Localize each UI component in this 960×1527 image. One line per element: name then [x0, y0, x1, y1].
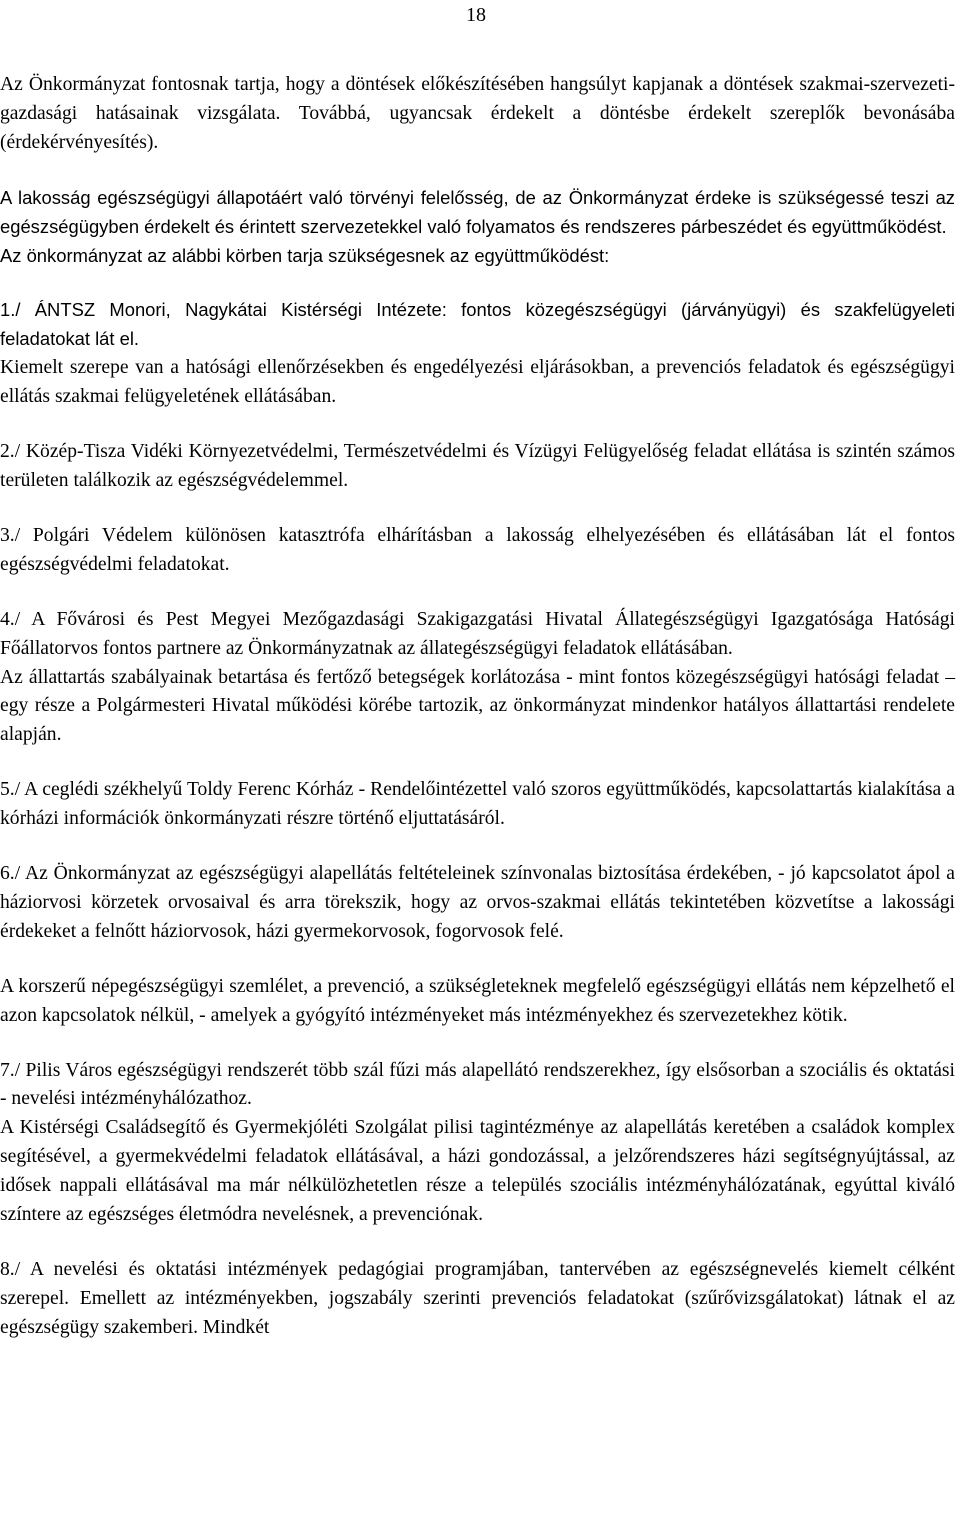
paragraph-responsibility: A lakosság egészségügyi állapotáért való törvényi felelősség, de az Önkormányzat érdeke is szükségessé teszi az egészségügyben érdekelt és érintett szervezetekkel való folyamatos és rendszeres párbeszédet és együttműködést.: [0, 186, 955, 237]
paragraph-item-5: 5./ A ceglédi székhelyű Toldy Ferenc Kórház - Rendelőintézettel való szoros együttműködés, kapcsolattartás kialakítása a kórházi információk önkormányzati részre történő eljuttatásáról.: [0, 779, 955, 830]
paragraph-item-6: 6./ Az Önkormányzat az egészségügyi alapellátás feltételeinek színvonalas biztosítása érdekében, - jó kapcsolatot ápol a háziorvosi körzetek orvosaival és arra törekszik, hogy az orvos-szakmai ellátás tekintetében közvetítse a lakossági érdekeket a felnőtt háziorvosok, házi gyermekorvosok, fogorvosok felé.: [0, 863, 955, 942]
paragraph-item-2: 2./ Közép-Tisza Vidéki Környezetvédelmi, Természetvédelmi és Vízügyi Felügyelőség feladat ellátása is szintén számos területen találkozik az egészségvédelemmel.: [0, 441, 955, 491]
paragraph-item-8: 8./ A nevelési és oktatási intézmények pedagógiai programjában, tantervében az egészségnevelés kiemelt célként szerepel. Emellett az intézményekben, jogszabály szerinti prevenciós feladatokat (szűrővizsgálatokat) látnak el az egészségügy szakemberi. Mindkét: [0, 1259, 955, 1338]
paragraph-item-7-detail: A Kistérségi Családsegítő és Gyermekjóléti Szolgálat pilisi tagintézménye az alapellátás keretében a családok komplex segítésével, a gyermekvédelmi feladatok ellátásával, a házi gondozással, a jelzőrendszeres házi segítségnyújtással, az idősek nappali ellátásával ma már nélkülözhetetlen része a település szociális intézményhálózatának, egyúttal kiváló színtere az egészséges életmódra nevelésnek, a prevenciónak.: [0, 1117, 955, 1226]
paragraph-item-4: 4./ A Fővárosi és Pest Megyei Mezőgazdasági Szakigazgatási Hivatal Állategészségügyi Igazgatósága Hatósági Főállatorvos fontos partnere az Önkormányzatnak az állategészségügyi feladatok ellátásában.: [0, 608, 955, 659]
page-number: 18: [466, 4, 486, 26]
paragraph-item-3: 3./ Polgári Védelem különösen katasztrófa elhárításban a lakosság elhelyezésében és ellátásában lát el fontos egészségvédelmi feladatokat.: [0, 524, 955, 575]
paragraph-item-1: 1./ ÁNTSZ Monori, Nagykátai Kistérségi Intézete: fontos közegészségügyi (járványügyi) és szakfelügyeleti feladatokat lát el.: [0, 299, 955, 350]
paragraph-cooperation-circle: Az önkormányzat az alábbi körben tarja szükségesnek az együttműködést:: [0, 244, 610, 266]
paragraph-intro: Az Önkormányzat fontosnak tartja, hogy a döntések előkészítésében hangsúlyt kapjanak a döntések szakmai-szervezeti-gazdasági hatásainak vizsgálata. Továbbá, ugyancsak érdekelt a döntésbe érdekelt szereplők bevonásába (érdekérvényesítés).: [0, 74, 955, 153]
paragraph-item-4-detail: Az állattartás szabályainak betartása és fertőző betegségek korlátozása - mint fontos közegészségügyi hatósági feladat – egy része a Polgármesteri Hivatal működési körébe tartozik, az önkormányzat mindenkor hatályos állattartási rendelete alapján.: [0, 666, 955, 746]
paragraph-prevention: A korszerű népegészségügyi szemlélet, a prevenció, a szükségleteknek megfelelő egészségügyi ellátás nem képzelhető el azon kapcsolatok nélkül, - amelyek a gyógyító intézményeket más intézményekhez és szervezetekhez kötik.: [0, 975, 955, 1026]
paragraph-item-7: 7./ Pilis Város egészségügyi rendszerét több szál fűzi más alapellátó rendszerekhez, így elsősorban a szociális és oktatási - nevelési intézményhálózathoz.: [0, 1059, 955, 1110]
paragraph-item-1-detail: Kiemelt szerepe van a hatósági ellenőrzésekben és engedélyezési eljárásokban, a prevenciós feladatok és egészségügyi ellátás szakmai felügyeletének ellátásában.: [0, 357, 955, 408]
document-body: [0, 71, 955, 1343]
